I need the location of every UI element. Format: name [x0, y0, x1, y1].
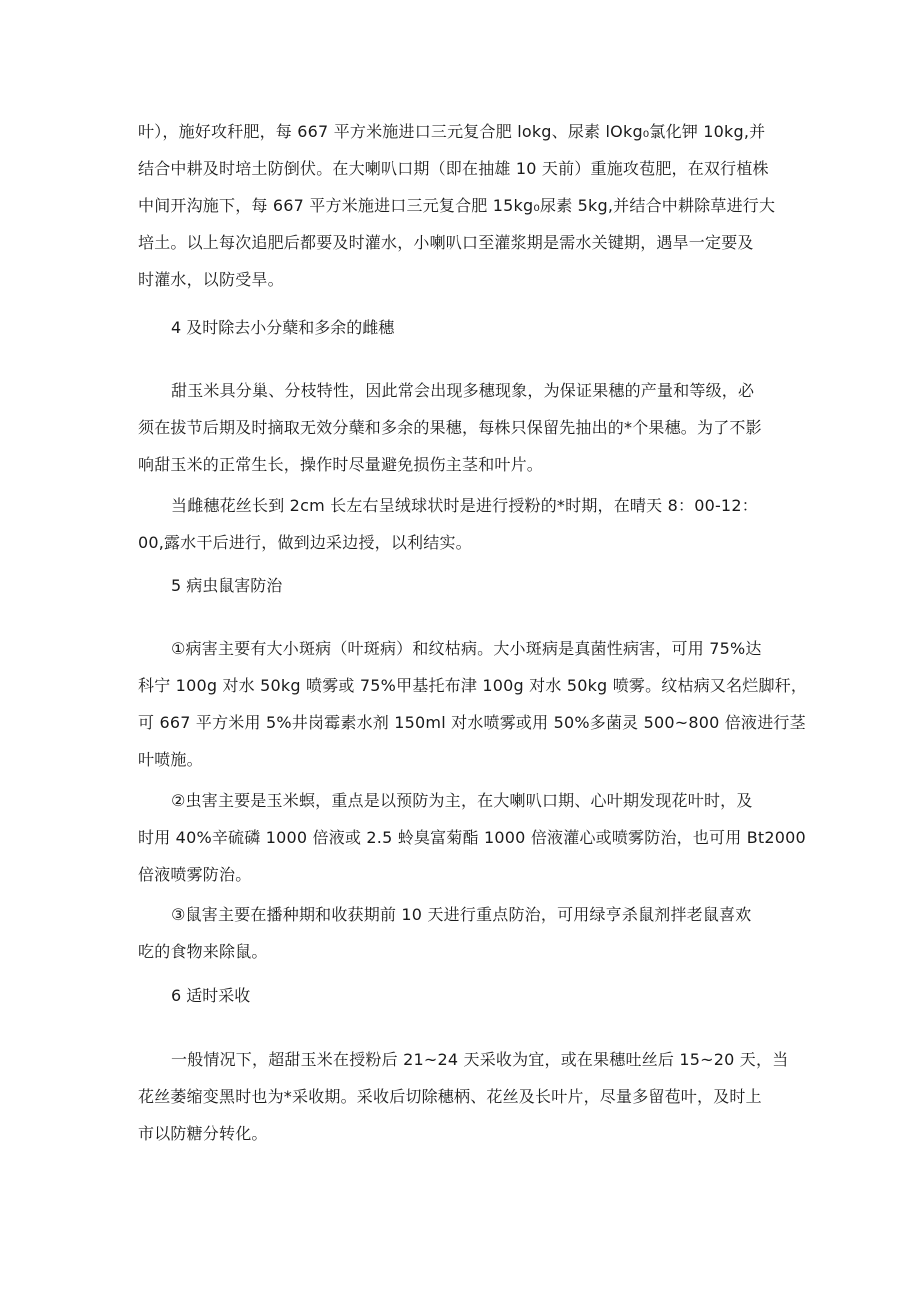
text-line: ①病害主要有大小斑病（叶斑病）和纹枯病。大小斑病是真菌性病害，可用 75%达 [171, 639, 762, 658]
text-line: 时用 40%辛硫磷 1000 倍液或 2.5 蛉臭富菊酯 1000 倍液灌心或喷雾防治，也可用 Bt2000 [138, 828, 806, 847]
text-line: ②虫害主要是玉米螟，重点是以预防为主，在大喇叭口期、心叶期发现花叶时，及 [171, 791, 753, 810]
text-line: 结合中耕及时培土防倒伏。在大喇叭口期（即在抽雄 10 天前）重施攻苞肥，在双行植株 [138, 159, 769, 178]
text-line: 市以防糖分转化。 [138, 1124, 268, 1143]
text-line: 吃的食物来除鼠。 [138, 942, 268, 961]
text-line: 当雌穗花丝长到 2cm 长左右呈绒球状时是进行授粉的*时期，在晴天 8：00-12： [171, 496, 758, 515]
text-line: 响甜玉米的正常生长，操作时尽量避免损伤主茎和叶片。 [138, 455, 544, 474]
text-line: 一般情况下，超甜玉米在授粉后 21~24 天采收为宜，或在果穗吐丝后 15~20 天，当 [171, 1050, 789, 1069]
paragraph-pests [138, 782, 806, 893]
text-line: 倍液喷雾防治。 [138, 865, 252, 884]
text-line: 甜玉米具分巢、分枝特性，因此常会出现多穗现象，为保证果穗的产量和等级，必 [171, 381, 755, 400]
paragraph-rodents [138, 896, 798, 970]
text-line: 中间开沟施下，每 667 平方米施进口三元复合肥 15kg₀尿素 5kg,并结合中耕除草进行大 [138, 196, 776, 215]
text-line: 叶喷施。 [138, 750, 203, 769]
text-line: 00,露水干后进行，做到边采边授，以利结实。 [138, 533, 472, 552]
text-line: 培土。以上每次追肥后都要及时灌水，小喇叭口至灌浆期是需水关键期，遇旱一定要及 [138, 233, 754, 252]
text-line: 时灌水，以防受旱。 [138, 270, 284, 289]
section-heading-5: 5 病虫鼠害防治 [171, 576, 283, 595]
text-line: 花丝萎缩变黑时也为*采收期。采收后切除穗柄、花丝及长叶片，尽量多留苞叶，及时上 [138, 1087, 762, 1106]
paragraph-pollination [138, 487, 798, 561]
paragraph-tillers [138, 372, 798, 483]
section-heading-6: 6 适时采收 [171, 986, 251, 1005]
text-line: 须在拔节后期及时摘取无效分蘖和多余的果穗，每株只保留先抽出的*个果穗。为了不影 [138, 418, 762, 437]
text-line: 科宁 100g 对水 50kg 喷雾或 75%甲基托布津 100g 对水 50kg 喷雾。纹枯病又名烂脚秆， [138, 676, 808, 695]
text-line: ③鼠害主要在播种期和收获期前 10 天进行重点防治，可用绿亨杀鼠剂拌老鼠喜欢 [171, 905, 752, 924]
section-heading-4: 4 及时除去小分蘖和多余的雌穗 [171, 318, 395, 337]
text-line: 可 667 平方米用 5%井岗霉素水剂 150ml 对水喷雾或用 50%多菌灵 500~800 倍液进行茎 [138, 713, 806, 732]
text-line: 叶），施好攻秆肥，每 667 平方米施进口三元复合肥 lokg、尿素 lOkg₀氯化钾 10kg,并 [138, 122, 766, 141]
paragraph-harvest [138, 1041, 798, 1152]
paragraph-diseases [138, 630, 808, 778]
paragraph-fertilizer [138, 113, 798, 298]
